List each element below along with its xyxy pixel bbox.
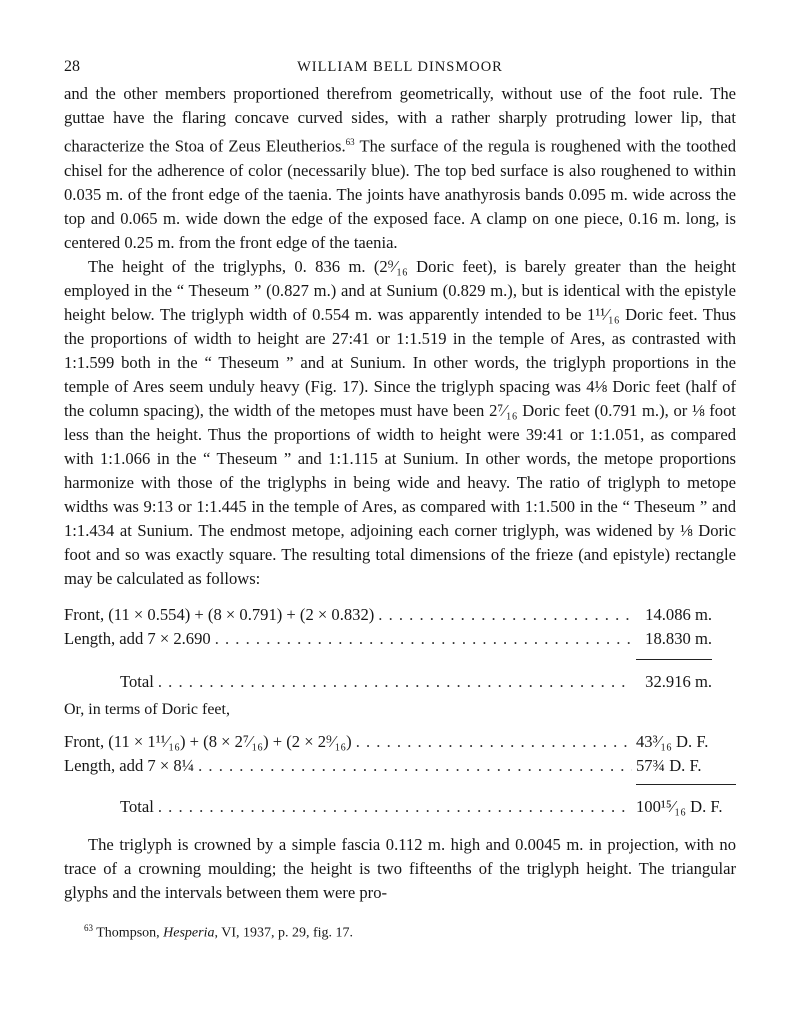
- dot-leader: [378, 603, 632, 627]
- paragraph-1: [64, 82, 736, 255]
- table-row: [64, 730, 736, 754]
- paragraph-3: The triglyph is crowned by a simple fascia 0.112 m. high and 0.0045 m. in projection, with no trace of a crowning moulding; the height is two fifteenths of the triglyph height. The triangular glyphs and the intervals between them were pro-: [64, 834, 736, 902]
- paragraph-1-text-b: The surface of the regula is roughened with the toothed chisel for the adherence of color (necessarily blue). The top bed surface is also roughened to within 0.035 m. of the front edge of the taenia. The joints have anathyrosis bands 0.095 m. wide across the top and 0.065 m. wide down the edge of the exposed face. A clamp on one piece, 0.16 m. long, is centered 0.25 m. from the front edge of the taenia.: [64, 136, 736, 252]
- row-label: Front, (11 × 0.554) + (8 × 0.791) + (2 × 0.832): [64, 604, 375, 624]
- dot-leader: [356, 730, 632, 754]
- total-value: 100¹⁵⁄₁₆ D. F.: [636, 796, 723, 816]
- row-value: 18.830 m.: [645, 628, 712, 648]
- footnote: [64, 923, 736, 942]
- page-header: [64, 56, 736, 82]
- doric-intro: [64, 698, 736, 722]
- footnote-mark: 63: [84, 922, 93, 933]
- footnote-text-a: Thompson,: [93, 925, 164, 941]
- total-value: 32.916 m.: [645, 671, 712, 691]
- total-label: Total: [120, 796, 154, 816]
- table-row: [64, 627, 736, 651]
- doric-intro-text: Or, in terms of Doric feet,: [64, 700, 230, 718]
- row-value: 14.086 m.: [645, 604, 712, 624]
- dot-leader: [215, 627, 632, 651]
- dot-leader: [158, 795, 632, 819]
- row-label: Length, add 7 × 2.690: [64, 628, 211, 648]
- metric-dimensions-table: [64, 603, 736, 694]
- paragraph-2: The height of the triglyphs, 0. 836 m. (2⁹⁄₁₆ Doric feet), is barely greater than the height employed in the “ Theseum ” (0.827 m.) and at Sunium (0.829 m.), but is identical with the epistyle height below. The triglyph width of 0.554 m. was apparently intended to be 1¹¹⁄₁₆ Doric feet. Thus the proportions of width to height are 27:41 or 1:1.519 in the temple of Ares, as contrasted with 1:1.599 both in the “ Theseum ” and at Sunium. In other words, the triglyph proportions in the temple of Ares seem unduly heavy (Fig. 17). Since the triglyph spacing was 4⅛ Doric feet (half of the column spacing), the width of the metopes must have been 2⁷⁄₁₆ Doric feet (0.791 m.), or ⅛ foot less than the height. Thus the proportions of width to height were 39:41 or 1:1.051, as compared with 1:1.066 in the “ Theseum ” and 1:1.115 at Sunium. In other words, the metope proportions harmonize with those of the triglyphs in being wide and heavy. The ratio of triglyph to metope widths was 9:13 or 1:1.445 in the temple of Ares, as compared with 1:1.500 in the “ Theseum ” and 1:1.434 at Sunium. The endmost metope, adjoining each corner triglyph, was widened by ⅛ Doric foot and so was exactly square. The resulting total dimensions of the frieze (and epistyle) rectangle may be calculated as follows:: [64, 256, 736, 588]
- total-row: [64, 670, 736, 694]
- paragraph-1-text-a: and the other members proportioned therefrom geometrically, without use of the foot rule. The guttae have the flaring concave curved sides, with a rather sharply protruding lower lip, that characterize the Stoa of Zeus Eleutherios.: [64, 84, 736, 156]
- page-number: 28: [64, 58, 80, 75]
- dot-leader: [158, 670, 632, 694]
- running-title: WILLIAM BELL DINSMOOR: [297, 59, 503, 75]
- total-label: Total: [120, 671, 154, 691]
- table-row: [64, 603, 736, 627]
- row-value: 57¾ D. F.: [636, 755, 702, 775]
- row-label: Front, (11 × 1¹¹⁄₁₆) + (8 × 2⁷⁄₁₆) + (2 × 2⁹⁄₁₆): [64, 731, 352, 751]
- table-row: [64, 754, 736, 778]
- footnote-journal: Hesperia: [163, 925, 215, 941]
- sum-rule: [636, 784, 736, 785]
- footnote-text-b: , VI, 1937, p. 29, fig. 17.: [214, 925, 354, 941]
- footnote-reference[interactable]: 63: [345, 137, 355, 147]
- page: [64, 56, 736, 941]
- doric-dimensions-table: [64, 730, 736, 819]
- sum-rule: [636, 659, 712, 660]
- dot-leader: [198, 754, 632, 778]
- row-value: 43³⁄₁₆ D. F.: [636, 731, 709, 751]
- row-label: Length, add 7 × 8¼: [64, 755, 195, 775]
- total-row: [64, 795, 736, 819]
